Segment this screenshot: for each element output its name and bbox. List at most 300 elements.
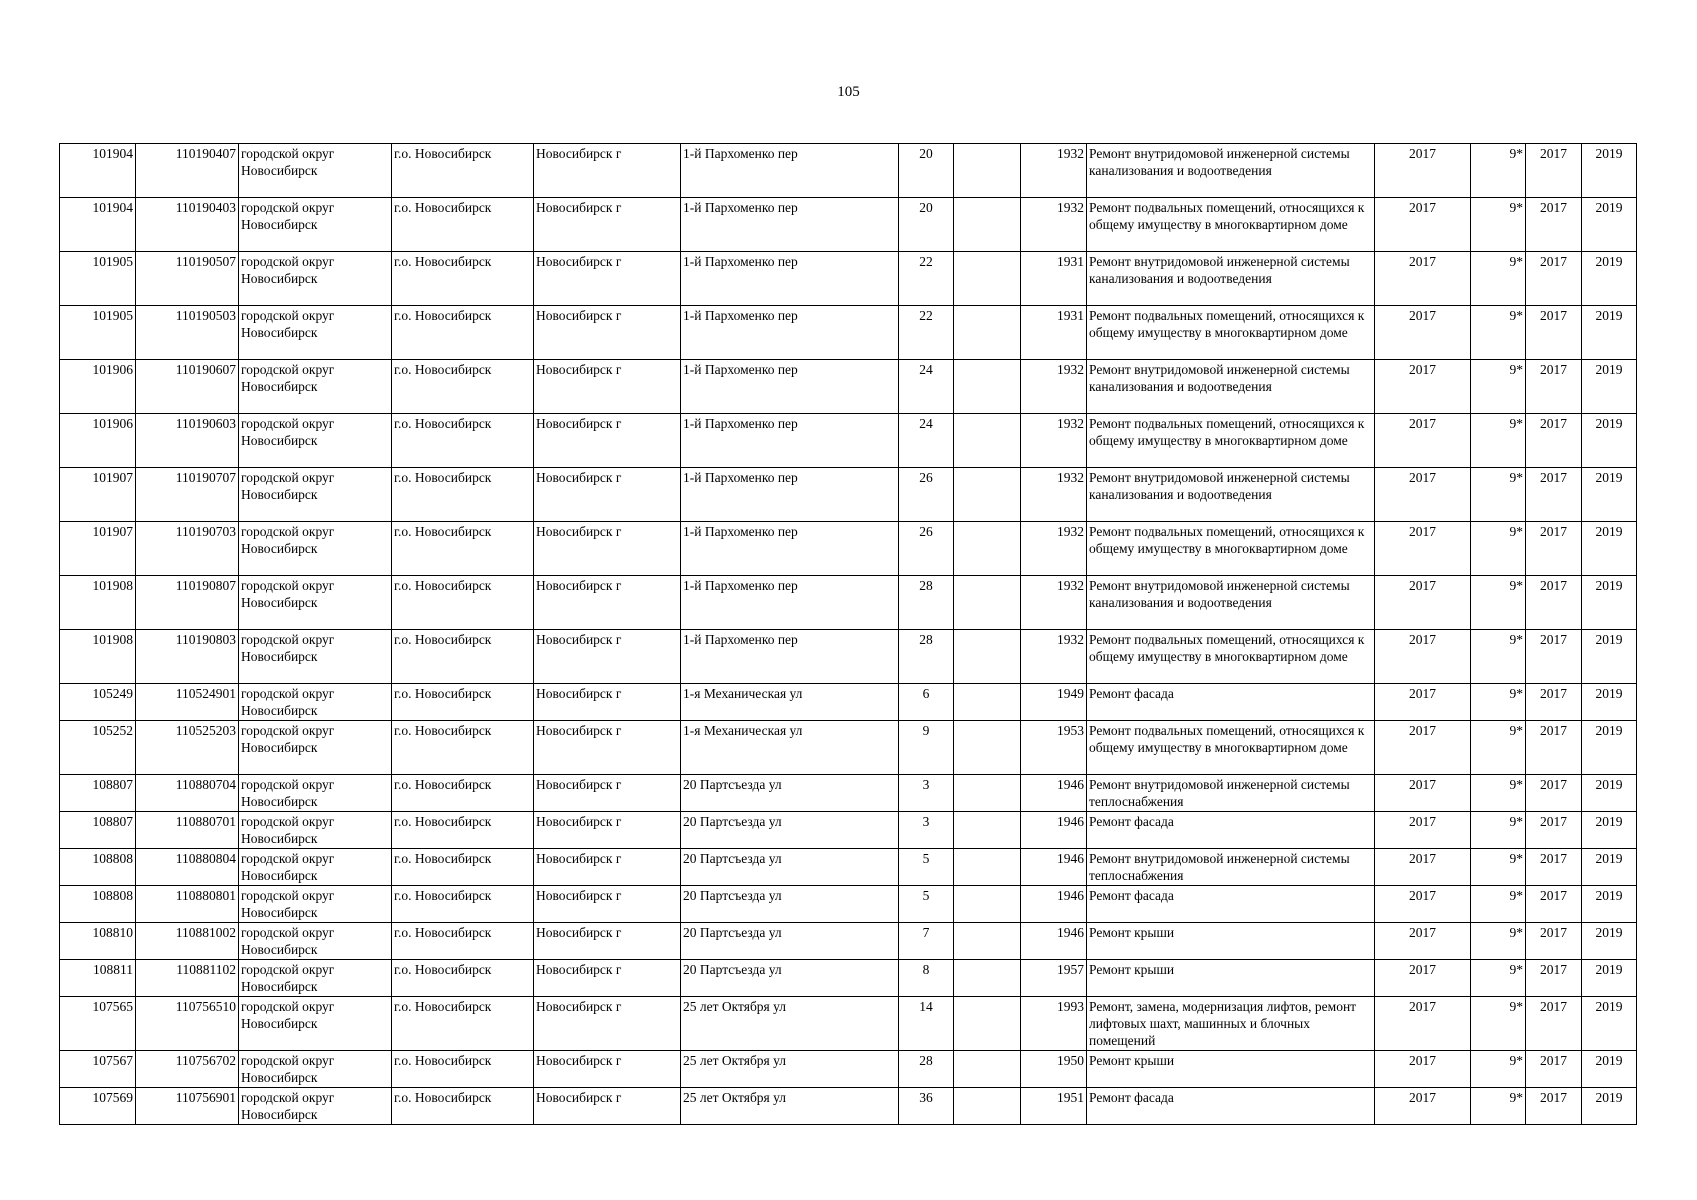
street-cell: 25 лет Октября ул <box>681 1051 899 1088</box>
end-year-cell: 2019 <box>1582 775 1637 812</box>
category-cell: 9* <box>1471 360 1526 414</box>
work-code-cell: 110881102 <box>136 960 239 997</box>
work-type-cell: Ремонт, замена, модернизация лифтов, ремонт лифтовых шахт, машинных и блочных помещений <box>1087 997 1375 1051</box>
end-year-cell: 2019 <box>1582 468 1637 522</box>
locality-cell: Новосибирск г <box>534 812 681 849</box>
work-type-cell: Ремонт подвальных помещений, относящихся к общему имуществу в многоквартирном доме <box>1087 198 1375 252</box>
category-cell: 9* <box>1471 522 1526 576</box>
house-number-cell: 20 <box>899 198 954 252</box>
street-cell: 1-й Пархоменко пер <box>681 414 899 468</box>
settlement-cell: г.о. Новосибирск <box>392 684 534 721</box>
work-code-cell: 110190803 <box>136 630 239 684</box>
street-cell: 20 Партсъезда ул <box>681 775 899 812</box>
house-number-cell: 28 <box>899 630 954 684</box>
locality-cell: Новосибирск г <box>534 576 681 630</box>
table-row <box>60 198 1637 252</box>
work-type-cell: Ремонт внутридомовой инженерной системы теплоснабжения <box>1087 849 1375 886</box>
municipality-cell: городской округ Новосибирск <box>239 997 392 1051</box>
year-built-cell: 1993 <box>1021 997 1087 1051</box>
settlement-cell: г.о. Новосибирск <box>392 812 534 849</box>
plan-year-cell: 2017 <box>1375 1088 1471 1125</box>
work-type-cell: Ремонт внутридомовой инженерной системы канализования и водоотведения <box>1087 468 1375 522</box>
work-type-cell: Ремонт внутридомовой инженерной системы канализования и водоотведения <box>1087 576 1375 630</box>
end-year-cell: 2019 <box>1582 997 1637 1051</box>
category-cell: 9* <box>1471 1051 1526 1088</box>
locality-cell: Новосибирск г <box>534 1051 681 1088</box>
plan-year-cell: 2017 <box>1375 721 1471 775</box>
municipality-cell: городской округ Новосибирск <box>239 198 392 252</box>
table-row <box>60 997 1637 1051</box>
locality-cell: Новосибирск г <box>534 684 681 721</box>
house-number-cell: 14 <box>899 997 954 1051</box>
year-built-cell: 1932 <box>1021 522 1087 576</box>
end-year-cell: 2019 <box>1582 144 1637 198</box>
table-row <box>60 812 1637 849</box>
work-type-cell: Ремонт внутридомовой инженерной системы теплоснабжения <box>1087 775 1375 812</box>
municipality-cell: городской округ Новосибирск <box>239 721 392 775</box>
settlement-cell: г.о. Новосибирск <box>392 576 534 630</box>
house-number-cell: 28 <box>899 576 954 630</box>
year-built-cell: 1932 <box>1021 360 1087 414</box>
table-row <box>60 684 1637 721</box>
municipality-cell: городской округ Новосибирск <box>239 1088 392 1125</box>
settlement-cell: г.о. Новосибирск <box>392 1051 534 1088</box>
house-number-cell: 5 <box>899 849 954 886</box>
locality-cell: Новосибирск г <box>534 849 681 886</box>
house-number-cell: 7 <box>899 923 954 960</box>
year-built-cell: 1946 <box>1021 775 1087 812</box>
house-id-cell: 108810 <box>60 923 136 960</box>
table-row <box>60 775 1637 812</box>
house-number-cell: 26 <box>899 468 954 522</box>
house-id-cell: 101908 <box>60 630 136 684</box>
street-cell: 20 Партсъезда ул <box>681 886 899 923</box>
start-year-cell: 2017 <box>1526 252 1582 306</box>
building-cell <box>954 886 1021 923</box>
settlement-cell: г.о. Новосибирск <box>392 522 534 576</box>
locality-cell: Новосибирск г <box>534 468 681 522</box>
end-year-cell: 2019 <box>1582 960 1637 997</box>
settlement-cell: г.о. Новосибирск <box>392 721 534 775</box>
plan-year-cell: 2017 <box>1375 360 1471 414</box>
house-number-cell: 36 <box>899 1088 954 1125</box>
municipality-cell: городской округ Новосибирск <box>239 522 392 576</box>
settlement-cell: г.о. Новосибирск <box>392 414 534 468</box>
settlement-cell: г.о. Новосибирск <box>392 1088 534 1125</box>
start-year-cell: 2017 <box>1526 576 1582 630</box>
end-year-cell: 2019 <box>1582 812 1637 849</box>
street-cell: 20 Партсъезда ул <box>681 812 899 849</box>
house-id-cell: 107567 <box>60 1051 136 1088</box>
plan-year-cell: 2017 <box>1375 812 1471 849</box>
house-id-cell: 107569 <box>60 1088 136 1125</box>
category-cell: 9* <box>1471 468 1526 522</box>
work-code-cell: 110880804 <box>136 849 239 886</box>
table-row <box>60 414 1637 468</box>
year-built-cell: 1949 <box>1021 684 1087 721</box>
building-cell <box>954 997 1021 1051</box>
house-id-cell: 101904 <box>60 198 136 252</box>
street-cell: 1-й Пархоменко пер <box>681 630 899 684</box>
settlement-cell: г.о. Новосибирск <box>392 360 534 414</box>
municipality-cell: городской округ Новосибирск <box>239 306 392 360</box>
municipality-cell: городской округ Новосибирск <box>239 923 392 960</box>
house-id-cell: 101906 <box>60 360 136 414</box>
category-cell: 9* <box>1471 849 1526 886</box>
municipality-cell: городской округ Новосибирск <box>239 1051 392 1088</box>
plan-year-cell: 2017 <box>1375 960 1471 997</box>
capital-repair-table <box>59 143 1637 1125</box>
table-row <box>60 960 1637 997</box>
work-type-cell: Ремонт крыши <box>1087 923 1375 960</box>
municipality-cell: городской округ Новосибирск <box>239 468 392 522</box>
municipality-cell: городской округ Новосибирск <box>239 775 392 812</box>
house-number-cell: 9 <box>899 721 954 775</box>
table-row <box>60 144 1637 198</box>
start-year-cell: 2017 <box>1526 812 1582 849</box>
settlement-cell: г.о. Новосибирск <box>392 630 534 684</box>
year-built-cell: 1951 <box>1021 1088 1087 1125</box>
table-row <box>60 306 1637 360</box>
table-row <box>60 721 1637 775</box>
building-cell <box>954 721 1021 775</box>
plan-year-cell: 2017 <box>1375 630 1471 684</box>
year-built-cell: 1931 <box>1021 252 1087 306</box>
building-cell <box>954 775 1021 812</box>
plan-year-cell: 2017 <box>1375 306 1471 360</box>
building-cell <box>954 306 1021 360</box>
start-year-cell: 2017 <box>1526 886 1582 923</box>
work-code-cell: 110880701 <box>136 812 239 849</box>
street-cell: 1-й Пархоменко пер <box>681 576 899 630</box>
house-id-cell: 108808 <box>60 886 136 923</box>
house-id-cell: 101904 <box>60 144 136 198</box>
work-type-cell: Ремонт подвальных помещений, относящихся к общему имуществу в многоквартирном доме <box>1087 522 1375 576</box>
category-cell: 9* <box>1471 144 1526 198</box>
year-built-cell: 1931 <box>1021 306 1087 360</box>
end-year-cell: 2019 <box>1582 414 1637 468</box>
plan-year-cell: 2017 <box>1375 144 1471 198</box>
start-year-cell: 2017 <box>1526 414 1582 468</box>
settlement-cell: г.о. Новосибирск <box>392 997 534 1051</box>
category-cell: 9* <box>1471 775 1526 812</box>
category-cell: 9* <box>1471 306 1526 360</box>
year-built-cell: 1946 <box>1021 812 1087 849</box>
locality-cell: Новосибирск г <box>534 923 681 960</box>
table-row <box>60 923 1637 960</box>
building-cell <box>954 522 1021 576</box>
house-id-cell: 101906 <box>60 414 136 468</box>
building-cell <box>954 198 1021 252</box>
work-code-cell: 110190603 <box>136 414 239 468</box>
start-year-cell: 2017 <box>1526 721 1582 775</box>
work-code-cell: 110190607 <box>136 360 239 414</box>
end-year-cell: 2019 <box>1582 1051 1637 1088</box>
locality-cell: Новосибирск г <box>534 252 681 306</box>
start-year-cell: 2017 <box>1526 960 1582 997</box>
locality-cell: Новосибирск г <box>534 886 681 923</box>
end-year-cell: 2019 <box>1582 886 1637 923</box>
plan-year-cell: 2017 <box>1375 886 1471 923</box>
locality-cell: Новосибирск г <box>534 198 681 252</box>
building-cell <box>954 360 1021 414</box>
plan-year-cell: 2017 <box>1375 684 1471 721</box>
house-number-cell: 26 <box>899 522 954 576</box>
year-built-cell: 1932 <box>1021 144 1087 198</box>
building-cell <box>954 414 1021 468</box>
start-year-cell: 2017 <box>1526 144 1582 198</box>
street-cell: 1-й Пархоменко пер <box>681 144 899 198</box>
work-code-cell: 110756702 <box>136 1051 239 1088</box>
work-type-cell: Ремонт фасада <box>1087 886 1375 923</box>
house-id-cell: 105252 <box>60 721 136 775</box>
street-cell: 1-я Механическая ул <box>681 721 899 775</box>
table-row <box>60 886 1637 923</box>
house-number-cell: 5 <box>899 886 954 923</box>
locality-cell: Новосибирск г <box>534 960 681 997</box>
end-year-cell: 2019 <box>1582 306 1637 360</box>
house-number-cell: 6 <box>899 684 954 721</box>
work-code-cell: 110190503 <box>136 306 239 360</box>
work-type-cell: Ремонт фасада <box>1087 1088 1375 1125</box>
start-year-cell: 2017 <box>1526 923 1582 960</box>
locality-cell: Новосибирск г <box>534 775 681 812</box>
category-cell: 9* <box>1471 414 1526 468</box>
municipality-cell: городской округ Новосибирск <box>239 960 392 997</box>
municipality-cell: городской округ Новосибирск <box>239 812 392 849</box>
year-built-cell: 1932 <box>1021 468 1087 522</box>
work-code-cell: 110756901 <box>136 1088 239 1125</box>
year-built-cell: 1932 <box>1021 630 1087 684</box>
building-cell <box>954 923 1021 960</box>
street-cell: 1-й Пархоменко пер <box>681 360 899 414</box>
table-row <box>60 522 1637 576</box>
end-year-cell: 2019 <box>1582 923 1637 960</box>
year-built-cell: 1957 <box>1021 960 1087 997</box>
building-cell <box>954 468 1021 522</box>
house-id-cell: 108807 <box>60 812 136 849</box>
work-type-cell: Ремонт подвальных помещений, относящихся к общему имуществу в многоквартирном доме <box>1087 414 1375 468</box>
street-cell: 1-й Пархоменко пер <box>681 198 899 252</box>
street-cell: 25 лет Октября ул <box>681 997 899 1051</box>
building-cell <box>954 812 1021 849</box>
locality-cell: Новосибирск г <box>534 721 681 775</box>
plan-year-cell: 2017 <box>1375 775 1471 812</box>
house-id-cell: 101905 <box>60 252 136 306</box>
end-year-cell: 2019 <box>1582 576 1637 630</box>
municipality-cell: городской округ Новосибирск <box>239 630 392 684</box>
category-cell: 9* <box>1471 997 1526 1051</box>
end-year-cell: 2019 <box>1582 1088 1637 1125</box>
house-id-cell: 108807 <box>60 775 136 812</box>
building-cell <box>954 684 1021 721</box>
building-cell <box>954 252 1021 306</box>
work-code-cell: 110881002 <box>136 923 239 960</box>
plan-year-cell: 2017 <box>1375 1051 1471 1088</box>
table-row <box>60 360 1637 414</box>
house-number-cell: 24 <box>899 414 954 468</box>
work-code-cell: 110190407 <box>136 144 239 198</box>
settlement-cell: г.о. Новосибирск <box>392 923 534 960</box>
street-cell: 1-й Пархоменко пер <box>681 252 899 306</box>
work-code-cell: 110190703 <box>136 522 239 576</box>
house-number-cell: 24 <box>899 360 954 414</box>
work-type-cell: Ремонт фасада <box>1087 812 1375 849</box>
category-cell: 9* <box>1471 1088 1526 1125</box>
plan-year-cell: 2017 <box>1375 923 1471 960</box>
work-type-cell: Ремонт подвальных помещений, относящихся к общему имуществу в многоквартирном доме <box>1087 630 1375 684</box>
building-cell <box>954 1051 1021 1088</box>
municipality-cell: городской округ Новосибирск <box>239 684 392 721</box>
year-built-cell: 1950 <box>1021 1051 1087 1088</box>
category-cell: 9* <box>1471 721 1526 775</box>
settlement-cell: г.о. Новосибирск <box>392 886 534 923</box>
locality-cell: Новосибирск г <box>534 522 681 576</box>
category-cell: 9* <box>1471 198 1526 252</box>
work-code-cell: 110190403 <box>136 198 239 252</box>
category-cell: 9* <box>1471 630 1526 684</box>
year-built-cell: 1946 <box>1021 923 1087 960</box>
house-id-cell: 108808 <box>60 849 136 886</box>
building-cell <box>954 960 1021 997</box>
street-cell: 1-й Пархоменко пер <box>681 468 899 522</box>
end-year-cell: 2019 <box>1582 252 1637 306</box>
year-built-cell: 1953 <box>1021 721 1087 775</box>
street-cell: 20 Партсъезда ул <box>681 923 899 960</box>
work-type-cell: Ремонт внутридомовой инженерной системы канализования и водоотведения <box>1087 360 1375 414</box>
year-built-cell: 1932 <box>1021 576 1087 630</box>
category-cell: 9* <box>1471 923 1526 960</box>
work-type-cell: Ремонт подвальных помещений, относящихся к общему имуществу в многоквартирном доме <box>1087 721 1375 775</box>
start-year-cell: 2017 <box>1526 522 1582 576</box>
table-row <box>60 849 1637 886</box>
work-code-cell: 110190507 <box>136 252 239 306</box>
start-year-cell: 2017 <box>1526 1088 1582 1125</box>
settlement-cell: г.о. Новосибирск <box>392 306 534 360</box>
plan-year-cell: 2017 <box>1375 522 1471 576</box>
house-number-cell: 22 <box>899 252 954 306</box>
work-type-cell: Ремонт фасада <box>1087 684 1375 721</box>
table-row <box>60 1051 1637 1088</box>
locality-cell: Новосибирск г <box>534 360 681 414</box>
work-code-cell: 110880704 <box>136 775 239 812</box>
municipality-cell: городской округ Новосибирск <box>239 886 392 923</box>
start-year-cell: 2017 <box>1526 468 1582 522</box>
house-id-cell: 105249 <box>60 684 136 721</box>
municipality-cell: городской округ Новосибирск <box>239 849 392 886</box>
building-cell <box>954 849 1021 886</box>
plan-year-cell: 2017 <box>1375 414 1471 468</box>
locality-cell: Новосибирск г <box>534 997 681 1051</box>
street-cell: 20 Партсъезда ул <box>681 960 899 997</box>
category-cell: 9* <box>1471 576 1526 630</box>
plan-year-cell: 2017 <box>1375 997 1471 1051</box>
start-year-cell: 2017 <box>1526 849 1582 886</box>
end-year-cell: 2019 <box>1582 630 1637 684</box>
table-row <box>60 630 1637 684</box>
work-type-cell: Ремонт внутридомовой инженерной системы канализования и водоотведения <box>1087 144 1375 198</box>
year-built-cell: 1946 <box>1021 886 1087 923</box>
building-cell <box>954 576 1021 630</box>
work-code-cell: 110190807 <box>136 576 239 630</box>
year-built-cell: 1946 <box>1021 849 1087 886</box>
plan-year-cell: 2017 <box>1375 468 1471 522</box>
locality-cell: Новосибирск г <box>534 630 681 684</box>
house-number-cell: 8 <box>899 960 954 997</box>
category-cell: 9* <box>1471 960 1526 997</box>
settlement-cell: г.о. Новосибирск <box>392 144 534 198</box>
table-row <box>60 252 1637 306</box>
street-cell: 25 лет Октября ул <box>681 1088 899 1125</box>
end-year-cell: 2019 <box>1582 360 1637 414</box>
municipality-cell: городской округ Новосибирск <box>239 414 392 468</box>
plan-year-cell: 2017 <box>1375 198 1471 252</box>
house-number-cell: 3 <box>899 775 954 812</box>
settlement-cell: г.о. Новосибирск <box>392 198 534 252</box>
plan-year-cell: 2017 <box>1375 576 1471 630</box>
house-id-cell: 101908 <box>60 576 136 630</box>
settlement-cell: г.о. Новосибирск <box>392 252 534 306</box>
building-cell <box>954 1088 1021 1125</box>
house-id-cell: 107565 <box>60 997 136 1051</box>
work-type-cell: Ремонт внутридомовой инженерной системы канализования и водоотведения <box>1087 252 1375 306</box>
work-code-cell: 110525203 <box>136 721 239 775</box>
start-year-cell: 2017 <box>1526 684 1582 721</box>
start-year-cell: 2017 <box>1526 630 1582 684</box>
year-built-cell: 1932 <box>1021 198 1087 252</box>
work-type-cell: Ремонт подвальных помещений, относящихся к общему имуществу в многоквартирном доме <box>1087 306 1375 360</box>
house-id-cell: 101905 <box>60 306 136 360</box>
house-number-cell: 3 <box>899 812 954 849</box>
house-id-cell: 108811 <box>60 960 136 997</box>
work-code-cell: 110756510 <box>136 997 239 1051</box>
category-cell: 9* <box>1471 812 1526 849</box>
start-year-cell: 2017 <box>1526 306 1582 360</box>
house-number-cell: 22 <box>899 306 954 360</box>
municipality-cell: городской округ Новосибирск <box>239 360 392 414</box>
work-type-cell: Ремонт крыши <box>1087 1051 1375 1088</box>
street-cell: 20 Партсъезда ул <box>681 849 899 886</box>
house-id-cell: 101907 <box>60 468 136 522</box>
work-code-cell: 110880801 <box>136 886 239 923</box>
settlement-cell: г.о. Новосибирск <box>392 960 534 997</box>
settlement-cell: г.о. Новосибирск <box>392 775 534 812</box>
end-year-cell: 2019 <box>1582 198 1637 252</box>
start-year-cell: 2017 <box>1526 997 1582 1051</box>
settlement-cell: г.о. Новосибирск <box>392 468 534 522</box>
table-row <box>60 576 1637 630</box>
end-year-cell: 2019 <box>1582 849 1637 886</box>
plan-year-cell: 2017 <box>1375 252 1471 306</box>
start-year-cell: 2017 <box>1526 775 1582 812</box>
end-year-cell: 2019 <box>1582 721 1637 775</box>
street-cell: 1-й Пархоменко пер <box>681 306 899 360</box>
plan-year-cell: 2017 <box>1375 849 1471 886</box>
start-year-cell: 2017 <box>1526 360 1582 414</box>
house-number-cell: 20 <box>899 144 954 198</box>
building-cell <box>954 144 1021 198</box>
end-year-cell: 2019 <box>1582 522 1637 576</box>
locality-cell: Новосибирск г <box>534 414 681 468</box>
start-year-cell: 2017 <box>1526 1051 1582 1088</box>
end-year-cell: 2019 <box>1582 684 1637 721</box>
house-id-cell: 101907 <box>60 522 136 576</box>
street-cell: 1-й Пархоменко пер <box>681 522 899 576</box>
locality-cell: Новосибирск г <box>534 306 681 360</box>
locality-cell: Новосибирск г <box>534 1088 681 1125</box>
locality-cell: Новосибирск г <box>534 144 681 198</box>
house-number-cell: 28 <box>899 1051 954 1088</box>
